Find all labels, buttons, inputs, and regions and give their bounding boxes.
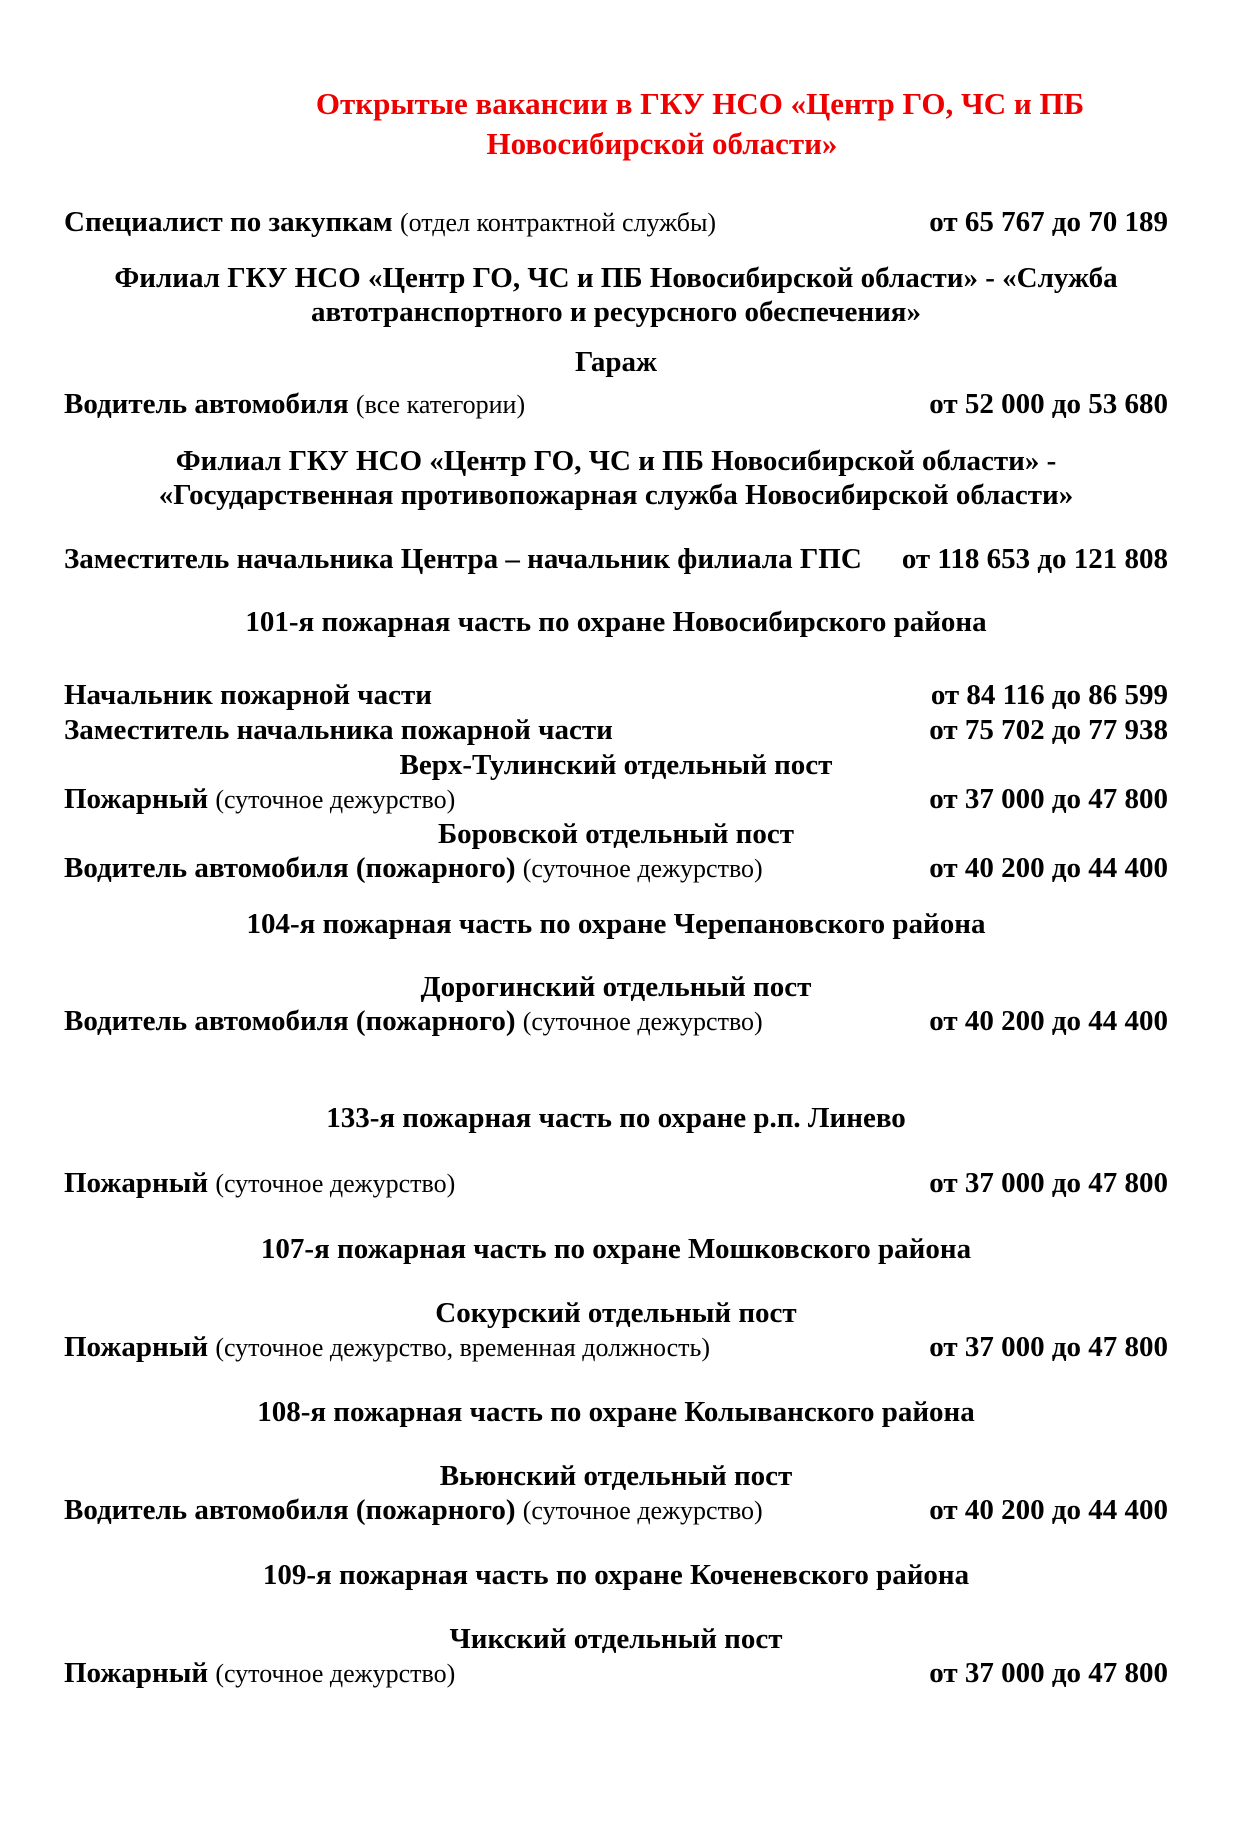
salary-range: от 84 116 до 86 599 (930, 679, 1168, 711)
post-heading: Верх-Тулинский отдельный пост (399, 749, 833, 781)
section-heading (64, 261, 1168, 329)
position-cell (64, 782, 455, 817)
position-title: Начальник пожарной части (64, 679, 432, 711)
position-cell (64, 851, 763, 886)
position-cell (64, 542, 862, 577)
document-title-line: Открытые вакансии в ГКУ НСО «Центр ГО, ЧС и ПБ (315, 86, 1085, 121)
salary-range: от 40 200 до 44 400 (929, 1494, 1168, 1526)
position-title: Заместитель начальника Центра – начальник филиала ГПС (64, 543, 862, 575)
position-note: (отдел контрактной службы) (399, 208, 717, 237)
position-cell (64, 1330, 710, 1365)
salary-range: от 118 653 до 121 808 (901, 543, 1168, 575)
position-cell (64, 387, 525, 422)
salary-range: от 37 000 до 47 800 (929, 1331, 1168, 1363)
position-note: (суточное дежурство) (215, 1169, 456, 1198)
position-cell (64, 1493, 763, 1528)
salary-range: от 75 702 до 77 938 (929, 714, 1168, 746)
section-heading: 108-я пожарная часть по охране Колыванского района (257, 1396, 975, 1428)
position-title: Заместитель начальника пожарной части (64, 714, 613, 746)
vacancy-row (64, 851, 1168, 886)
section-heading: 107-я пожарная часть по охране Мошковского района (260, 1233, 972, 1265)
position-note: (все категории) (355, 390, 526, 419)
post-heading: Дорогинский отдельный пост (420, 971, 812, 1003)
position-title: Пожарный (64, 1331, 209, 1363)
position-cell (64, 205, 716, 240)
vacancy-row (64, 1004, 1168, 1039)
position-note: (суточное дежурство, временная должность) (215, 1333, 711, 1362)
position-title: Специалист по закупкам (64, 206, 393, 238)
position-note: (суточное дежурство) (522, 854, 763, 883)
post-heading: Сокурский отдельный пост (435, 1297, 797, 1329)
vacancy-row (64, 1656, 1168, 1691)
position-cell (64, 678, 432, 713)
vacancy-row (64, 1166, 1168, 1201)
vacancy-row (64, 542, 1168, 577)
document-title-line: Новосибирской области» (486, 126, 838, 161)
position-cell (64, 1656, 455, 1691)
vacancy-row (64, 782, 1168, 817)
section-heading-line: Филиал ГКУ НСО «Центр ГО, ЧС и ПБ Новосибирской области» - (175, 445, 1057, 477)
section-heading: 133-я пожарная часть по охране р.п. Линево (326, 1102, 906, 1134)
position-title: Пожарный (64, 1167, 209, 1199)
document-title (156, 84, 1168, 164)
vacancy-row (64, 387, 1168, 422)
post-heading: Гараж (574, 346, 658, 378)
section-heading: 104-я пожарная часть по охране Черепановского района (246, 908, 986, 940)
salary-range: от 52 000 до 53 680 (929, 388, 1168, 420)
position-title: Водитель автомобиля (64, 388, 349, 420)
position-note: (суточное дежурство) (522, 1496, 763, 1525)
salary-range: от 37 000 до 47 800 (929, 1167, 1168, 1199)
position-note: (суточное дежурство) (215, 1659, 456, 1688)
section-heading: 109-я пожарная часть по охране Коченевского района (262, 1559, 970, 1591)
salary-range: от 37 000 до 47 800 (929, 783, 1168, 815)
vacancy-row (64, 205, 1168, 240)
position-title: Водитель автомобиля (пожарного) (64, 1494, 516, 1526)
salary-range: от 37 000 до 47 800 (929, 1657, 1168, 1689)
position-title: Водитель автомобиля (пожарного) (64, 1005, 516, 1037)
document-page (0, 84, 1241, 1838)
position-cell (64, 1004, 763, 1039)
position-note: (суточное дежурство) (215, 785, 456, 814)
post-heading: Чикский отдельный пост (449, 1623, 783, 1655)
position-title: Пожарный (64, 1657, 209, 1689)
position-cell (64, 713, 613, 748)
section-heading-line: Филиал ГКУ НСО «Центр ГО, ЧС и ПБ Новосибирской области» - «Служба (114, 262, 1118, 294)
salary-range: от 40 200 до 44 400 (929, 852, 1168, 884)
position-title: Водитель автомобиля (пожарного) (64, 852, 516, 884)
vacancy-row (64, 678, 1168, 713)
salary-range: от 65 767 до 70 189 (929, 206, 1168, 238)
vacancy-row (64, 1330, 1168, 1365)
post-heading: Вьюнский отдельный пост (439, 1460, 793, 1492)
section-heading-line: автотранспортного и ресурсного обеспечения» (311, 296, 921, 328)
post-heading: Боровской отдельный пост (437, 818, 794, 850)
section-heading: 101-я пожарная часть по охране Новосибирского района (245, 606, 987, 638)
section-heading (64, 444, 1168, 512)
vacancy-row (64, 713, 1168, 748)
position-title: Пожарный (64, 783, 209, 815)
section-heading-line: «Государственная противопожарная служба Новосибирской области» (158, 479, 1074, 511)
position-cell (64, 1166, 455, 1201)
position-note: (суточное дежурство) (522, 1007, 763, 1036)
vacancy-row (64, 1493, 1168, 1528)
salary-range: от 40 200 до 44 400 (929, 1005, 1168, 1037)
